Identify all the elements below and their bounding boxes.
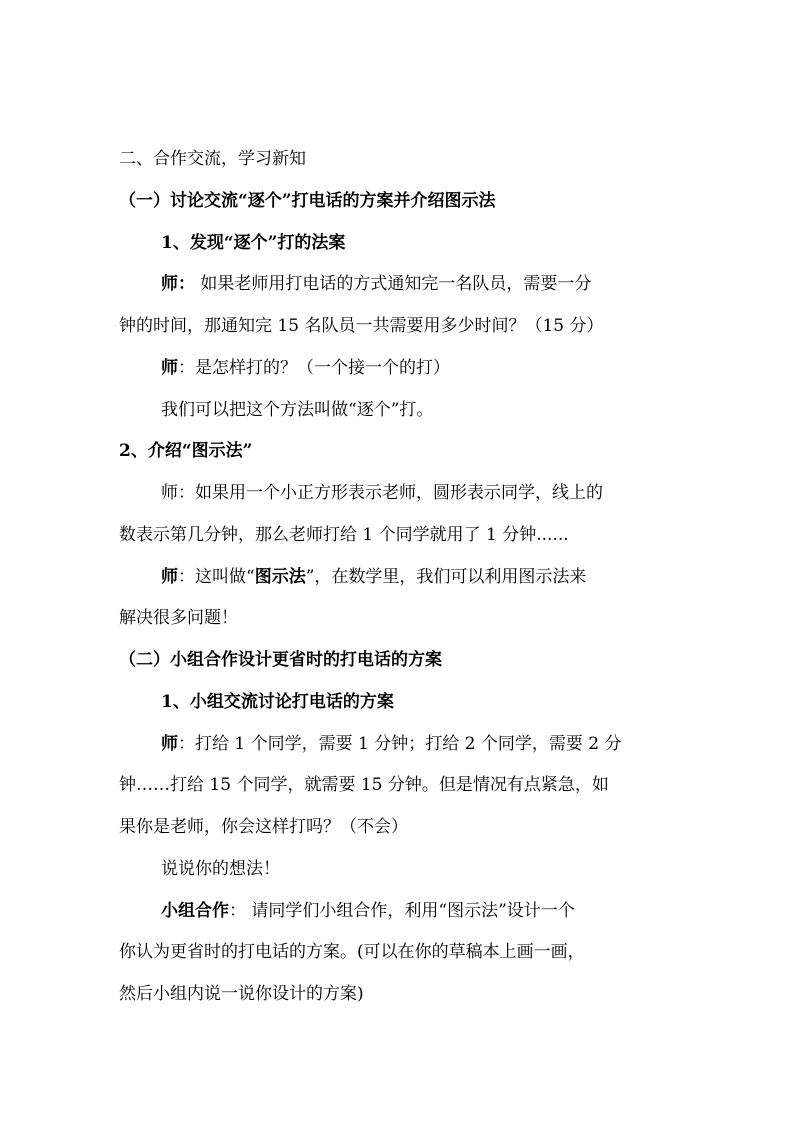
label-text: 小组合作 bbox=[161, 901, 229, 921]
part1-p1-line1 bbox=[161, 273, 679, 295]
part1-p4-line2: 数表示第几分钟，那么老师打给 1 个同学就用了 1 分钟...... bbox=[119, 525, 569, 545]
part2-p3-line1 bbox=[161, 900, 679, 922]
part2-p1-line2: 钟……打给 15 个同学，就需要 15 分钟。但是情况有点紧急，如 bbox=[119, 775, 609, 795]
section-heading: 二、合作交流，学习新知 bbox=[119, 149, 306, 169]
emphasis-text: 图示法 bbox=[254, 567, 306, 587]
part2-p1-line3: 果你是老师，你会这样打吗？（不会） bbox=[119, 817, 408, 837]
part1-p4-line1: 师：如果用一个小正方形表示老师，圆形表示同学，线上的 bbox=[161, 483, 603, 503]
part2-p1-line1 bbox=[161, 733, 679, 755]
part1-sub1-heading: 1、发现“逐个”打的法案 bbox=[161, 233, 346, 253]
part1-heading: （一）讨论交流“逐个”打电话的方案并介绍图示法 bbox=[119, 191, 496, 211]
part2-p3-line3: 然后小组内说一说你设计的方案) bbox=[119, 984, 364, 1004]
paragraph-text: ： 请同学们小组合作，利用“图示法”设计一个 bbox=[229, 901, 575, 921]
paragraph-text: 如果老师用打电话的方式通知完一名队员，需要一分 bbox=[195, 274, 592, 294]
part1-sub2-heading: 2、介绍“图示法” bbox=[119, 441, 253, 461]
part1-p3: 我们可以把这个方法叫做“逐个”打。 bbox=[161, 400, 434, 420]
part2-p3-line2: 你认为更省时的打电话的方案。(可以在你的草稿本上画一画， bbox=[119, 942, 585, 962]
paragraph-text: ：打给 1 个同学，需要 1 分钟；打给 2 个同学，需要 2 分 bbox=[178, 734, 622, 754]
paragraph-text: ”，在数学里，我们可以利用图示法来 bbox=[305, 567, 587, 587]
part1-p5-line2: 解决很多问题！ bbox=[119, 608, 238, 628]
speaker-label: 师 bbox=[161, 358, 178, 378]
speaker-label: 师 bbox=[161, 567, 178, 587]
part1-p2 bbox=[161, 357, 679, 379]
part1-p5-line1 bbox=[161, 566, 679, 588]
speaker-label: 师： bbox=[161, 274, 195, 294]
part2-heading: （二）小组合作设计更省时的打电话的方案 bbox=[119, 650, 442, 670]
part2-p2: 说说你的想法！ bbox=[161, 859, 280, 879]
paragraph-text: ：这叫做“ bbox=[178, 567, 255, 587]
part1-p1-line2: 钟的时间，那通知完 15 名队员一共需要用多少时间？（15 分） bbox=[119, 316, 604, 336]
part2-sub1-heading: 1、小组交流讨论打电话的方案 bbox=[161, 692, 394, 712]
paragraph-text: ：是怎样打的？（一个接一个的打） bbox=[178, 358, 450, 378]
speaker-label: 师 bbox=[161, 734, 178, 754]
